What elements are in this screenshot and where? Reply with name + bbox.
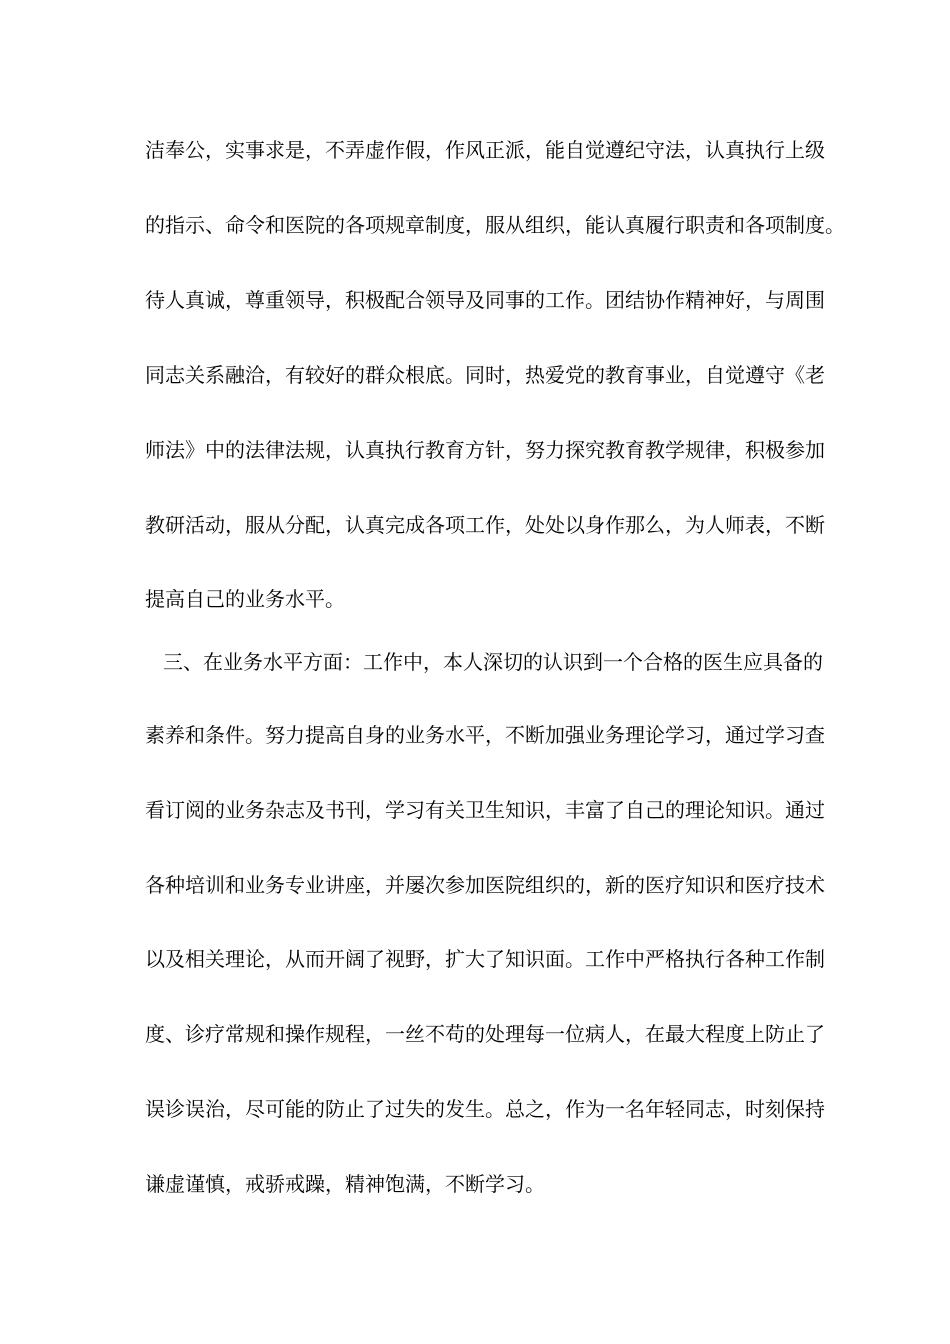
text-line-9: 素养和条件。努力提高自身的业务水平，不断加强业务理论学习，通过学习查 — [145, 723, 825, 747]
text-line-11: 各种培训和业务专业讲座，并屡次参加医院组织的，新的医疗知识和医疗技术 — [145, 873, 825, 897]
text-line-15: 谦虚谨慎，戒骄戒躁，精神饱满，不断学习。 — [145, 1172, 545, 1196]
text-line-1: 洁奉公，实事求是，不弄虚作假，作风正派，能自觉遵纪守法，认真执行上级 — [145, 138, 825, 162]
text-line-7: 提高自己的业务水平。 — [145, 587, 345, 611]
text-line-12: 以及相关理论，从而开阔了视野，扩大了知识面。工作中严格执行各种工作制 — [145, 947, 825, 971]
text-line-2: 的指示、命令和医院的各项规章制度，服从组织，能认真履行职责和各项制度。 — [145, 213, 845, 237]
text-line-5: 师法》中的法律法规，认真执行教育方针，努力探究教育教学规律，积极参加 — [145, 438, 825, 462]
text-line-3: 待人真诚，尊重领导，积极配合领导及同事的工作。团结协作精神好，与周围 — [145, 288, 825, 312]
text-line-14: 误诊误治，尽可能的防止了过失的发生。总之，作为一名年轻同志，时刻保持 — [145, 1097, 825, 1121]
text-line-10: 看订阅的业务杂志及书刊，学习有关卫生知识，丰富了自己的理论知识。通过 — [145, 798, 825, 822]
text-line-4: 同志关系融洽，有较好的群众根底。同时，热爱党的教育事业，自觉遵守《老 — [145, 363, 825, 387]
text-line-6: 教研活动，服从分配，认真完成各项工作，处处以身作那么，为人师表，不断 — [145, 513, 825, 537]
text-line-13: 度、诊疗常规和操作规程，一丝不苟的处理每一位病人，在最大程度上防止了 — [145, 1022, 825, 1046]
section-heading-line: 三、在业务水平方面：工作中，本人深切的认识到一个合格的医生应具备的 — [163, 650, 823, 674]
